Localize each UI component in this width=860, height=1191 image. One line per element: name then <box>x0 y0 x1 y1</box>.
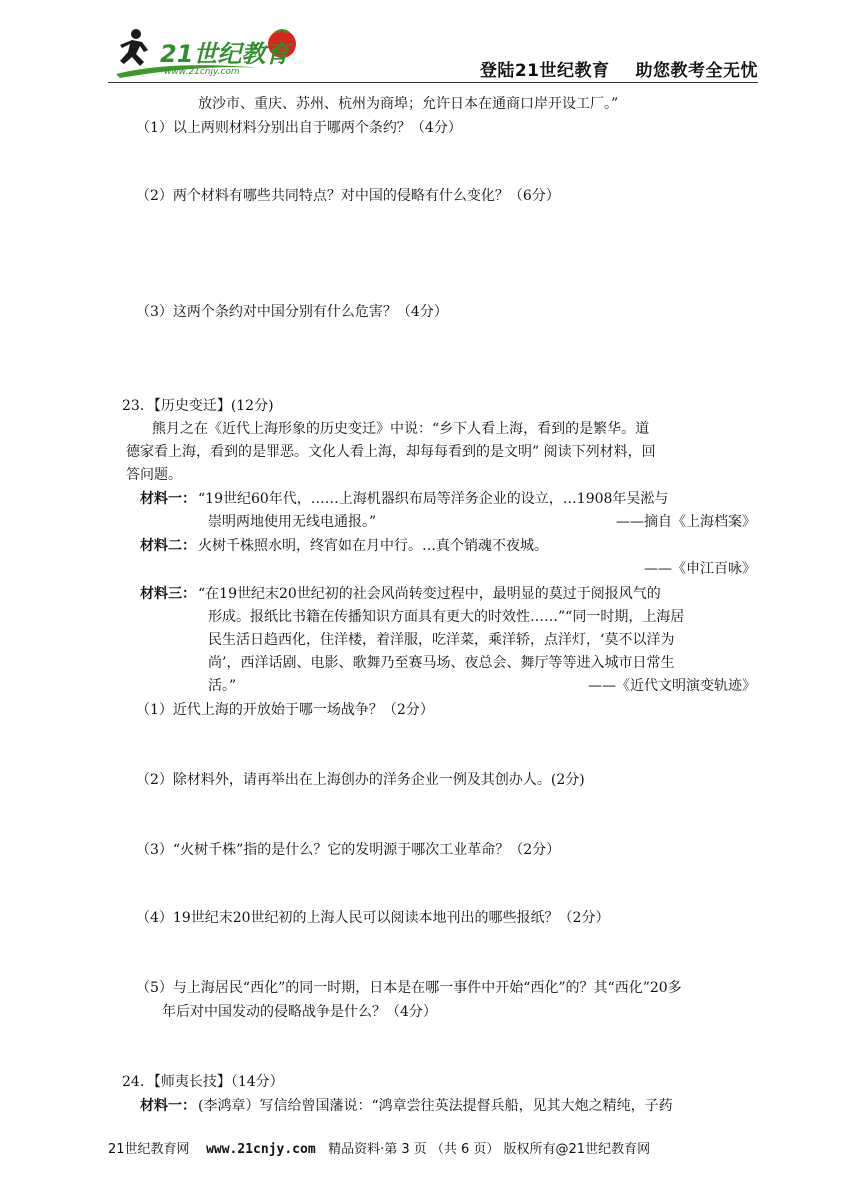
q23-material2-label: 材料二： <box>140 538 196 554</box>
logo <box>112 24 312 82</box>
footer-url: www.21cnjy.com <box>206 1142 316 1157</box>
q23-material3-label: 材料三： <box>140 586 196 602</box>
q23-sub2: （2）除材料外，请再举出在上海创办的洋务企业一例及其创办人。(2分) <box>136 772 585 788</box>
q23-material3-line3: 民生活日趋西化，住洋楼，着洋服，吃洋菜，乘洋轿，点洋灯，‘莫不以洋为 <box>208 632 675 648</box>
q23-sub4: （4）19世纪末20世纪初的上海人民可以阅读本地刊出的哪些报纸？（2分） <box>136 910 610 926</box>
q23-sub5-line2: 年后对中国发动的侵略战争是什么？（4分） <box>162 1004 437 1020</box>
q23-material2-line1: 火树千株照水明，终宵如在月中行。…真个销魂不夜城。 <box>198 538 548 554</box>
q24-material1-label: 材料一： <box>140 1098 196 1114</box>
header-slogan <box>480 56 758 81</box>
q23-material3-line1: “在19世纪末20世纪初的社会风尚转变过程中，最明显的莫过于阅报风气的 <box>198 586 661 602</box>
q23-material3-line5: 活。” <box>208 678 237 694</box>
header-divider <box>108 82 758 83</box>
q23-material1-line2: 崇明两地使用无线电通报。” <box>208 514 377 530</box>
q22-sub3: （3）这两个条约对中国分别有什么危害？（4分） <box>136 304 448 320</box>
q24-heading: 24．【师夷长技】（14分） <box>122 1074 284 1090</box>
q23-material2-source: ——《申江百咏》 <box>644 561 756 577</box>
q23-material3-source: ——《近代文明演变轨迹》 <box>588 678 756 694</box>
q23-intro-line3: 答问题。 <box>126 467 182 483</box>
q23-heading: 23．【历史变迁】(12分) <box>122 398 274 414</box>
q22-carry-line: 放沙市、重庆、苏州、杭州为商埠；允许日本在通商口岸开设工厂。” <box>198 96 619 112</box>
runner-icon <box>120 29 148 66</box>
q23-material1-label: 材料一： <box>140 491 196 507</box>
q23-intro-line1: 熊月之在《近代上海形象的历史变迁》中说：“乡下人看上海，看到的是繁华。道 <box>152 421 650 437</box>
q23-intro-line2: 德家看上海，看到的是罪恶。文化人看上海，却每每看到的是文明” 阅读下列材料，回 <box>126 444 656 460</box>
footer-page-info: 精品资料·第 3 页 （共 6 页） 版权所有@21世纪教育网 <box>328 1142 651 1157</box>
q23-sub3: （3）“火树千株”指的是什么？它的发明源于哪次工业革命？（2分） <box>136 842 561 858</box>
slogan-left: 登陆21世纪教育 <box>479 61 610 81</box>
footer-site: 21世纪教育网 <box>108 1142 190 1157</box>
logo-text: 21世纪教育 <box>160 40 290 68</box>
slogan-right: 助您教考全无忧 <box>635 61 758 81</box>
q22-sub1: （1）以上两则材料分别出自于哪两个条约？（4分） <box>136 120 462 136</box>
page-footer <box>108 1138 650 1157</box>
q24-material1-line1: (李鸿章）写信给曾国藩说：“鸿章尝往英法提督兵船，见其大炮之精纯，子药 <box>198 1098 673 1114</box>
q23-material1-line1: “19世纪60年代，……上海机器织布局等洋务企业的设立，…1908年吴淞与 <box>198 491 669 507</box>
q23-material3-line4: 尚’，西洋话剧、电影、歌舞乃至赛马场、夜总会、舞厅等等进入城市日常生 <box>208 655 675 671</box>
q23-sub5-line1: （5）与上海居民“西化”的同一时期，日本是在哪一事件中开始“西化”的？其“西化”20多 <box>136 980 682 996</box>
q22-sub2: （2）两个材料有哪些共同特点？对中国的侵略有什么变化？（6分） <box>136 188 560 204</box>
q23-material3-line2: 形成。报纸比书籍在传播知识方面具有更大的时效性……”“同一时期，上海居 <box>208 609 685 625</box>
q23-sub1: （1）近代上海的开放始于哪一场战争？（2分） <box>136 702 434 718</box>
q23-material1-source: ——摘自《上海档案》 <box>616 514 756 530</box>
logo-url: www.21cnjy.com <box>164 67 240 77</box>
